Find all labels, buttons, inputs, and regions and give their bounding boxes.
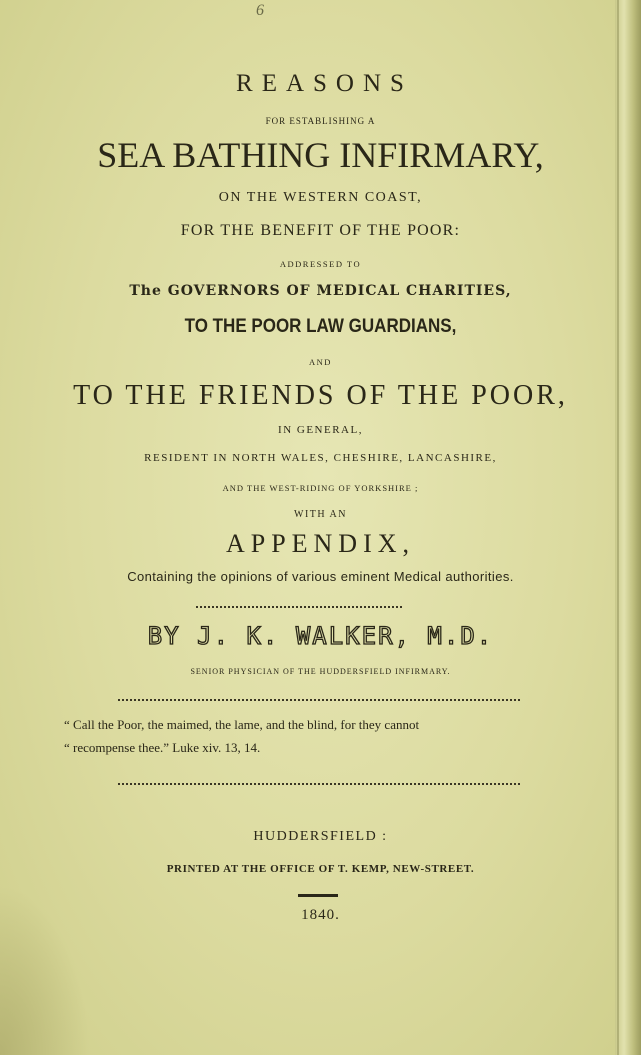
resident-line: RESIDENT IN NORTH WALES, CHESHIRE, LANCASHIRE,: [144, 452, 497, 464]
governors-line: The GOVERNORS OF MEDICAL CHARITIES,: [129, 283, 512, 299]
imprint-year: 1840.: [301, 907, 340, 923]
epigraph-line-2: “ recompense thee.” Luke xiv. 13, 14.: [64, 740, 261, 755]
imprint-printer: PRINTED AT THE OFFICE OF T. KEMP, NEW-STREET.: [166, 863, 475, 875]
with-an-line: WITH AN: [294, 509, 347, 520]
title-for-establishing: FOR ESTABLISHING A: [265, 116, 376, 126]
epigraph-line-1: “ Call the Poor, the maimed, the lame, and the blind, for they cannot: [64, 717, 420, 732]
divider-rule-upper: [118, 699, 520, 701]
title-benefit: FOR THE BENEFIT OF THE POOR:: [180, 222, 461, 239]
imprint-place: HUDDERSFIELD :: [253, 829, 388, 844]
appendix-description: Containing the opinions of various eminent Medical authorities.: [127, 569, 514, 584]
divider-rule-year: [298, 894, 338, 897]
author-name: BY J. K. WALKER, M.D.: [147, 622, 494, 650]
author-position: SENIOR PHYSICIAN OF THE HUDDERSFIELD INFIRMARY.: [190, 667, 451, 676]
west-riding-line: AND THE WEST-RIDING OF YORKSHIRE ;: [222, 483, 419, 493]
addressed-to: ADDRESSED TO: [279, 259, 362, 269]
divider-rule-short: [196, 606, 402, 608]
title-reasons: REASONS: [236, 70, 413, 97]
appendix-heading: APPENDIX,: [225, 529, 416, 558]
title-location: ON THE WESTERN COAST,: [218, 190, 423, 205]
in-general-line: IN GENERAL,: [278, 424, 363, 436]
guardians-line: TO THE POOR LAW GUARDIANS,: [184, 314, 457, 337]
page-mark: 6: [256, 2, 264, 19]
divider-rule-lower: [118, 783, 520, 785]
friends-line: TO THE FRIENDS OF THE POOR,: [73, 380, 568, 411]
main-title: SEA BATHING INFIRMARY,: [97, 135, 544, 175]
and-line: AND: [309, 357, 332, 367]
